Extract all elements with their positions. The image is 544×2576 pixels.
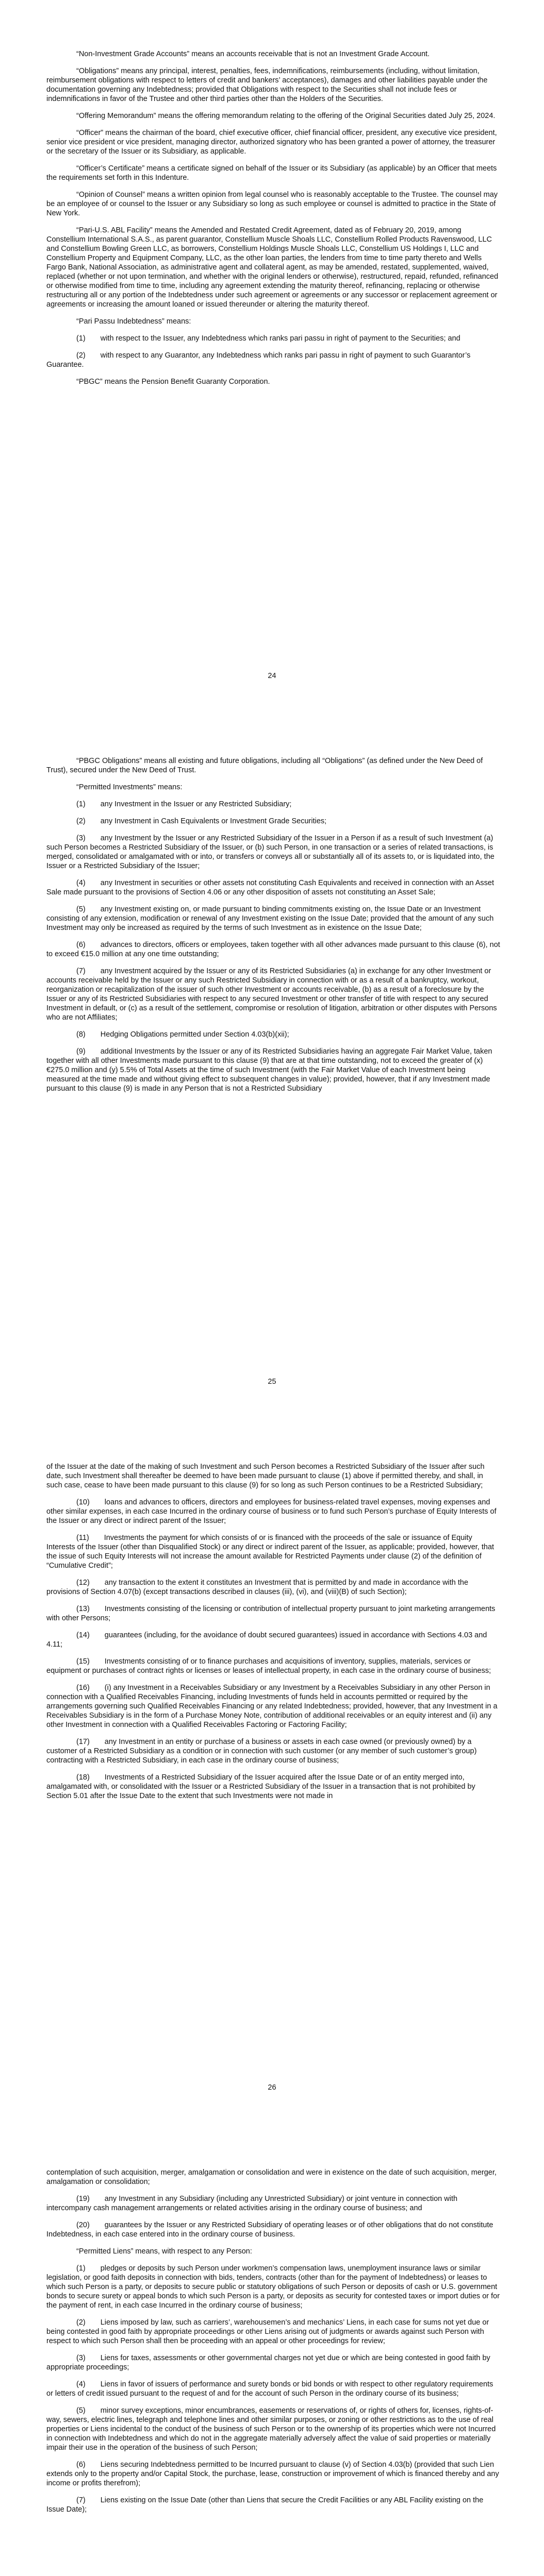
definition-officer: “Officer” means the chairman of the board, chief executive officer, chief financial officer, president, any executive vice president, senior vice president or vice president, managing director, authorized signatory who has been granted a power of attorney, the treasurer or the secretary of the Issuer or its Subsidiary, as applicable. <box>46 129 497 156</box>
clause-item: (6) Liens securing Indebtedness permitted to be Incurred pursuant to clause (v) of Section 4.03(b) (provided that such Lien extends only to the property and/or Capital Stock, the purchase, lease, construction or improvement of which is financed thereby and any income or profits therefrom); <box>46 2461 499 2487</box>
clause-item: (20) guarantees by the Issuer or any Restricted Subsidiary of operating leases or of other obligations that do not constitute Indebtedness, in each case entered into in the ordinary course of business. <box>46 2221 493 2239</box>
clause-item: (7) Liens existing on the Issue Date (other than Liens that secure the Credit Facilities or any ABL Facility existing on the Issue Date); <box>46 2496 484 2514</box>
clause-item: (8) Hedging Obligations permitted under Section 4.03(b)(xii); <box>76 1030 289 1039</box>
clause-item: (5) any Investment existing on, or made pursuant to binding commitments existing on, the Issue Date or an Investment consisting of any extension, modification or renewal of any Investment existing on the Issue Date; provided that the amount of any such Investment may only be increased as required by the terms of such Investment as in existence on the Issue Date; <box>46 905 494 932</box>
clause-item: (1) with respect to the Issuer, any Indebtedness which ranks pari passu in right of payment to the Securities; and <box>76 334 460 343</box>
document-page-27 <box>0 2117 544 2576</box>
clause-item: (2) with respect to any Guarantor, any Indebtedness which ranks pari passu in right of payment to such Guarantor’s Guarantee. <box>46 351 471 369</box>
definition-opinion-of-counsel: “Opinion of Counsel” means a written opinion from legal counsel who is reasonably acceptable to the Trustee. The counsel may be an employee of or counsel to the Issuer or any Subsidiary so long as such employee or counsel is admitted to practice in the State of New York. <box>46 191 498 217</box>
clause-item: (12) any transaction to the extent it constitutes an Investment that is permitted by and made in accordance with the provisions of Section 4.07(b) (except transactions described in clauses (iii), (vi), and (viii)(B) of such Section); <box>46 1579 469 1596</box>
clause-item: (15) Investments consisting of or to finance purchases and acquisitions of inventory, supplies, materials, services or equipment or purchases of contract rights or licenses or leases of intellectual property, in each case in the ordinary course of business; <box>46 1657 491 1675</box>
document-page-24 <box>0 0 544 706</box>
clause-item: (13) Investments consisting of the licensing or contribution of intellectual property pursuant to joint marketing arrangements with other Persons; <box>46 1605 496 1622</box>
continued-paragraph: of the Issuer at the date of the making of such Investment and such Person becomes a Restricted Subsidiary of the Issuer after such date, such Investment shall thereafter be deemed to have been made pursuant to clause (1) above if permitted thereby, and shall, in such case, cease to have been made pursuant to this clause (9) for so long as such Person continues to be a Restricted Subsidiary; <box>46 1463 485 1489</box>
clause-item: (7) any Investment acquired by the Issuer or any of its Restricted Subsidiaries (a) in exchange for any other Investment or accounts receivable held by the Issuer or any such Restricted Subsidiary in connection with or as a result of a bankruptcy, workout, reorganization or recapitalization of the issuer of such other Investment or accounts receivable, (b) as a result of a foreclosure by the Issuer or any of its Restricted Subsidiaries with respect to any secured Investment or other transfer of title with respect to any secured Investment in default, or (c) as a result of the settlement, compromise or resolution of litigation, arbitration or other disputes with Persons who are not Affiliates; <box>46 967 497 1022</box>
definition-pari-us-abl-facility: “Pari-U.S. ABL Facility” means the Amended and Restated Credit Agreement, dated as of February 20, 2019, among Constellium International S.A.S., as parent guarantor, Constellium Muscle Shoals LLC, Constellium Rolled Products Ravenswood, LLC and Constellium Bowling Green LLC, as borrowers, Constellium Holdings Muscle Shoals LLC, Constellium US Holdings I, LLC and Constellium Property and Equipment Company, LLC, as the other loan parties, the lenders from time to time party thereto and Wells Fargo Bank, National Association, as administrative agent and collateral agent, as may be amended, restated, supplemented, waived, replaced (whether or not upon termination, and whether with the original lenders or otherwise), restructured, repaid, refunded, refinanced or otherwise modified from time to time, including any agreement extending the maturity thereof, refinancing, replacing or otherwise restructuring all or any portion of the Indebtedness under such agreement or agreements or any successor or replacement agreement or agreements or increasing the amount loaned or issued thereunder or altering the maturity thereof. <box>46 226 499 309</box>
definition-non-investment-grade-accounts: “Non-Investment Grade Accounts” means an accounts receivable that is not an Investment Grade Account. <box>76 50 430 58</box>
clause-item: (4) any Investment in securities or other assets not constituting Cash Equivalents and received in connection with an Asset Sale made pursuant to the provisions of Section 4.06 or any other disposition of assets not constituting an Asset Sale; <box>46 879 494 896</box>
clause-item: (17) any Investment in an entity or purchase of a business or assets in each case owned (or previously owned) by a customer of a Restricted Subsidiary as a condition or in connection with such customer (or any member of such customer’s group) contracting with a Restricted Subsidiary, in each case in the ordinary course of business; <box>46 1738 477 1765</box>
page-number: 24 <box>268 672 276 680</box>
page-body <box>46 1462 500 1808</box>
definition-offering-memorandum: “Offering Memorandum” means the offering memorandum relating to the offering of the Original Securities dated July 25, 2024. <box>76 112 496 120</box>
definition-pari-passu-indebtedness: “Pari Passu Indebtedness” means: <box>76 317 191 326</box>
document-page-25 <box>0 706 544 1412</box>
clause-item: (2) any Investment in Cash Equivalents or Investment Grade Securities; <box>76 817 327 825</box>
page-number: 26 <box>268 2083 276 2092</box>
clause-item: (3) any Investment by the Issuer or any Restricted Subsidiary of the Issuer in a Person if as a result of such Investment (a) such Person becomes a Restricted Subsidiary of the Issuer, or (b) such Person, in one transaction or a series of related transactions, is merged, consolidated or amalgamated with or into, or transfers or conveys all or substantially all of its assets to, or is liquidated into, the Issuer or a Restricted Subsidiary of the Issuer; <box>46 834 494 870</box>
clause-item: (10) loans and advances to officers, directors and employees for business-related travel expenses, moving expenses and other similar expenses, in each case Incurred in the ordinary course of business or to fund such Person’s purchase of Equity Interests of the Issuer or any direct or indirect parent of the Issuer; <box>46 1498 497 1525</box>
clause-item: (6) advances to directors, officers or employees, taken together with all other advances made pursuant to this clause (6), not to exceed €15.0 million at any one time outstanding; <box>46 941 500 958</box>
clause-item: (14) guarantees (including, for the avoidance of doubt secured guarantees) issued in accordance with Sections 4.03 and 4.11; <box>46 1631 487 1649</box>
clause-item: (4) Liens in favor of issuers of performance and surety bonds or bid bonds or with respect to other regulatory requirements or letters of credit issued pursuant to the request of and for the account of such Person in the ordinary course of its business; <box>46 2380 493 2398</box>
definition-permitted-liens: “Permitted Liens” means, with respect to any Person: <box>76 2247 252 2256</box>
clause-item: (1) pledges or deposits by such Person under workmen’s compensation laws, unemployment insurance laws or similar legislation, or good faith deposits in connection with bids, tenders, contracts (other than for the payment of Indebtedness) or leases to which such Person is a party, or deposits to secure public or statutory obligations of such Person or deposits of cash or U.S. government bonds to secure surety or appeal bonds to which such Person is a party, or deposits as security for contested taxes or import duties or for the payment of rent, in each case Incurred in the ordinary course of business; <box>46 2264 500 2310</box>
page-body <box>46 2168 500 2522</box>
continued-paragraph: contemplation of such acquisition, merger, amalgamation or consolidation and were in existence on the date of such acquisition, merger, amalgamation or consolidation; <box>46 2168 497 2186</box>
definition-pbgc-obligations: “PBGC Obligations” means all existing and future obligations, including all “Obligations” (as defined under the New Deed of Trust), secured under the New Deed of Trust. <box>46 757 483 774</box>
clause-item: (1) any Investment in the Issuer or any Restricted Subsidiary; <box>76 800 292 808</box>
document-page-26 <box>0 1412 544 2117</box>
clause-item: (9) additional Investments by the Issuer or any of its Restricted Subsidiaries having an aggregate Fair Market Value, taken together with all other Investments made pursuant to this clause (9) that are at that time outstanding, not to exceed the greater of (x) €275.0 million and (y) 5.5% of Total Assets at the time of such Investment (with the Fair Market Value of each Investment being measured at the time made and without giving effect to subsequent changes in value); provided, however, that if any Investment made pursuant to this clause (9) is made in any Person that is not a Restricted Subsidiary <box>46 1047 492 1093</box>
clause-item: (19) any Investment in any Subsidiary (including any Unrestricted Subsidiary) or joint venture in connection with intercompany cash management arrangements or related activities arising in the ordinary course of business; and <box>46 2195 458 2212</box>
clause-item: (3) Liens for taxes, assessments or other governmental charges not yet due or which are being contested in good faith by appropriate proceedings; <box>46 2354 490 2371</box>
page-body <box>46 756 500 1101</box>
clause-item: (18) Investments of a Restricted Subsidiary of the Issuer acquired after the Issue Date or of an entity merged into, amalgamated with, or consolidated with the Issuer or a Restricted Subsidiary of the Issuer in a transaction that is not prohibited by Section 5.01 after the Issue Date to the extent that such Investments were not made in <box>46 1773 475 1800</box>
clause-item: (2) Liens imposed by law, such as carriers’, warehousemen’s and mechanics’ Liens, in each case for sums not yet due or being contested in good faith by appropriate proceedings or other Liens arising out of judgments or awards against such Person with respect to which such Person shall then be proceeding with an appeal or other proceedings for review; <box>46 2318 489 2345</box>
clause-item: (11) Investments the payment for which consists of or is financed with the proceeds of the sale or issuance of Equity Interests of the Issuer (other than Disqualified Stock) or any direct or indirect parent of the Issuer, as applicable; provided, however, that the issue of such Equity Interests will not increase the amount available for Restricted Payments under clause (2) of the definition of “Cumulative Credit”; <box>46 1534 494 1570</box>
definition-obligations: “Obligations” means any principal, interest, penalties, fees, indemnifications, reimbursements (including, without limitation, reimbursement obligations with respect to letters of credit and bankers’ acceptances), damages and other liabilities payable under the documentation governing any Indebtedness; provided that Obligations with respect to the Securities shall not include fees or indemnifications in favor of the Trustee and other third parties other than the Holders of the Securities. <box>46 67 488 103</box>
clause-item: (16) (i) any Investment in a Receivables Subsidiary or any Investment by a Receivables Subsidiary in any other Person in connection with a Qualified Receivables Financing, including Investments of funds held in accounts permitted or required by the arrangements governing such Qualified Receivables Financing or any related Indebtedness; provided, however, that any Investment in a Receivables Subsidiary is in the form of a Purchase Money Note, contribution of additional receivables or an equity interest and (ii) any other Investment in connection with a Qualified Receivables Factoring or Factoring Facility; <box>46 1684 498 1729</box>
definition-officers-certificate: “Officer’s Certificate” means a certificate signed on behalf of the Issuer or its Subsidiary (as applicable) by an Officer that meets the requirements set forth in this Indenture. <box>46 164 497 182</box>
clause-item: (5) minor survey exceptions, minor encumbrances, easements or reservations of, or rights of others for, licenses, rights-of-way, sewers, electric lines, telegraph and telephone lines and other similar purposes, or zoning or other restrictions as to the use of real properties or Liens incidental to the conduct of the business of such Person or to the ownership of its properties which were not Incurred in connection with Indebtedness and which do not in the aggregate materially adversely affect the value of said properties or materially impair their use in the operation of the business of such Person; <box>46 2406 496 2452</box>
page-number: 25 <box>268 1378 276 1386</box>
definition-permitted-investments: “Permitted Investments” means: <box>76 783 183 791</box>
page-body <box>46 49 500 394</box>
definition-pbgc: “PBGC” means the Pension Benefit Guaranty Corporation. <box>76 378 270 386</box>
